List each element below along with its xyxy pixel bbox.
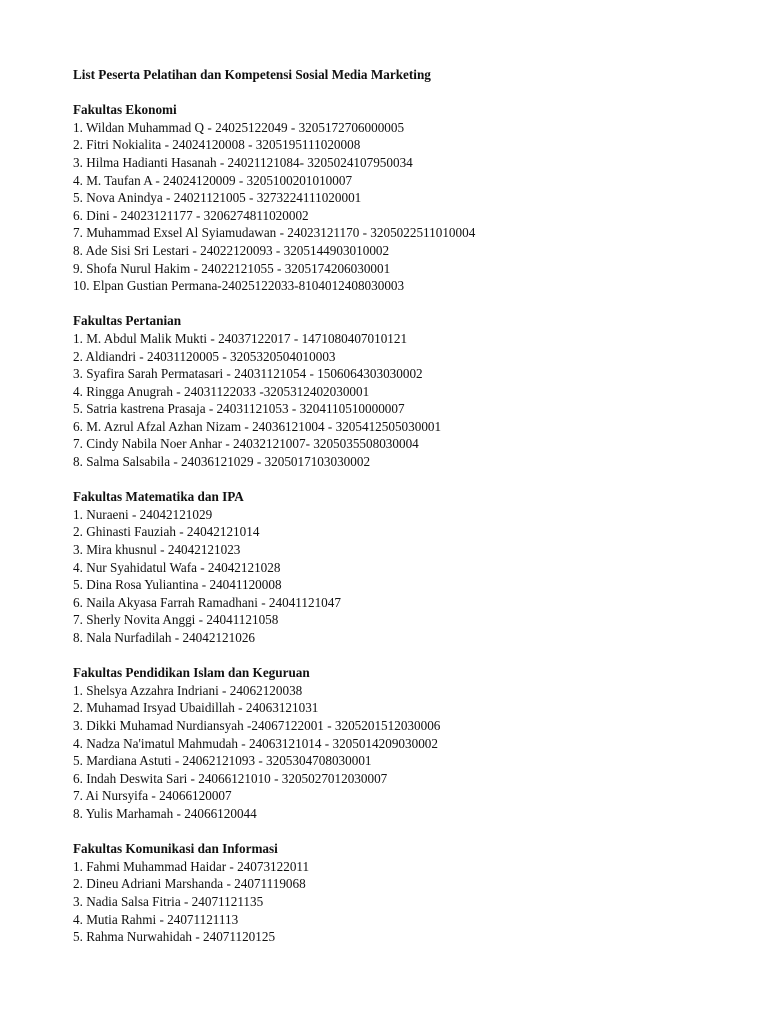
participant-entry: 2. Aldiandri - 24031120005 - 3205320504010003 bbox=[73, 348, 336, 364]
participant-entry: 9. Shofa Nurul Hakim - 24022121055 - 3205174206030001 bbox=[73, 260, 391, 276]
participant-entry: 4. Nadza Na'imatul Mahmudah - 24063121014 - 3205014209030002 bbox=[73, 735, 438, 751]
participant-entry: 5. Nova Anindya - 24021121005 - 3273224111020001 bbox=[73, 190, 362, 206]
faculty-section bbox=[73, 312, 753, 470]
participant-entry: 2. Muhamad Irsyad Ubaidillah - 24063121031 bbox=[73, 700, 319, 716]
participant-entry: 2. Dineu Adriani Marshanda - 24071119068 bbox=[73, 876, 306, 892]
participant-entry: 5. Dina Rosa Yuliantina - 24041120008 bbox=[73, 577, 282, 593]
faculty-section bbox=[73, 840, 753, 946]
participant-entry: 7. Sherly Novita Anggi - 24041121058 bbox=[73, 612, 279, 628]
participant-entry: 1. M. Abdul Malik Mukti - 24037122017 - 1471080407010121 bbox=[73, 330, 408, 346]
faculty-heading: Fakultas Ekonomi bbox=[73, 102, 177, 118]
document-title: List Peserta Pelatihan dan Kompetensi Sosial Media Marketing bbox=[73, 67, 431, 82]
participant-entry: 4. Nur Syahidatul Wafa - 24042121028 bbox=[73, 559, 281, 575]
participant-entry: 1. Wildan Muhammad Q - 24025122049 - 3205172706000005 bbox=[73, 119, 405, 135]
participant-entry: 7. Muhammad Exsel Al Syiamudawan - 24023121170 - 3205022511010004 bbox=[73, 225, 476, 241]
faculty-heading: Fakultas Pendidikan Islam dan Keguruan bbox=[73, 665, 310, 681]
participant-entry: 8. Salma Salsabila - 24036121029 - 3205017103030002 bbox=[73, 454, 371, 470]
participant-entry: 3. Mira khusnul - 24042121023 bbox=[73, 542, 241, 558]
participant-entry: 1. Shelsya Azzahra Indriani - 24062120038 bbox=[73, 682, 303, 698]
participant-entry: 7. Cindy Nabila Noer Anhar - 24032121007- 3205035508030004 bbox=[73, 436, 419, 452]
participant-entry: 10. Elpan Gustian Permana-24025122033-8104012408030003 bbox=[73, 278, 405, 294]
faculty-sections bbox=[73, 101, 753, 946]
faculty-section bbox=[73, 101, 753, 295]
faculty-heading: Fakultas Matematika dan IPA bbox=[73, 489, 244, 505]
document-page bbox=[73, 66, 753, 963]
participant-entry: 4. M. Taufan A - 24024120009 - 3205100201010007 bbox=[73, 172, 353, 188]
participant-entry: 6. Naila Akyasa Farrah Ramadhani - 24041121047 bbox=[73, 594, 341, 610]
faculty-section bbox=[73, 488, 753, 646]
participant-entry: 5. Rahma Nurwahidah - 24071120125 bbox=[73, 929, 276, 945]
participant-entry: 7. Ai Nursyifa - 24066120007 bbox=[73, 788, 232, 804]
participant-entry: 1. Fahmi Muhammad Haidar - 24073122011 bbox=[73, 858, 310, 874]
participant-entry: 2. Fitri Nokialita - 24024120008 - 3205195111020008 bbox=[73, 137, 361, 153]
faculty-section bbox=[73, 664, 753, 822]
participant-entry: 3. Nadia Salsa Fitria - 24071121135 bbox=[73, 893, 264, 909]
participant-entry: 5. Mardiana Astuti - 24062121093 - 3205304708030001 bbox=[73, 753, 372, 769]
participant-entry: 8. Nala Nurfadilah - 24042121026 bbox=[73, 630, 256, 645]
participant-entry: 8. Yulis Marhamah - 24066120044 bbox=[73, 805, 257, 821]
participant-entry: 5. Satria kastrena Prasaja - 24031121053 - 3204110510000007 bbox=[73, 401, 405, 417]
participant-entry: 4. Ringga Anugrah - 24031122033 -3205312402030001 bbox=[73, 383, 370, 399]
participant-entry: 6. Dini - 24023121177 - 3206274811020002 bbox=[73, 207, 309, 223]
participant-entry: 3. Syafira Sarah Permatasari - 24031121054 - 1506064303030002 bbox=[73, 366, 423, 382]
participant-entry: 2. Ghinasti Fauziah - 24042121014 bbox=[73, 524, 260, 540]
participant-entry: 3. Hilma Hadianti Hasanah - 24021121084- 3205024107950034 bbox=[73, 154, 413, 170]
participant-entry: 6. Indah Deswita Sari - 24066121010 - 3205027012030007 bbox=[73, 770, 388, 786]
participant-entry: 8. Ade Sisi Sri Lestari - 24022120093 - 3205144903010002 bbox=[73, 242, 390, 258]
participant-entry: 6. M. Azrul Afzal Azhan Nizam - 24036121004 - 3205412505030001 bbox=[73, 418, 442, 434]
faculty-heading: Fakultas Pertanian bbox=[73, 313, 182, 329]
participant-entry: 4. Mutia Rahmi - 24071121113 bbox=[73, 911, 239, 927]
faculty-heading: Fakultas Komunikasi dan Informasi bbox=[73, 841, 278, 857]
participant-entry: 3. Dikki Muhamad Nurdiansyah -24067122001 - 3205201512030006 bbox=[73, 717, 441, 733]
participant-entry: 1. Nuraeni - 24042121029 bbox=[73, 506, 213, 522]
